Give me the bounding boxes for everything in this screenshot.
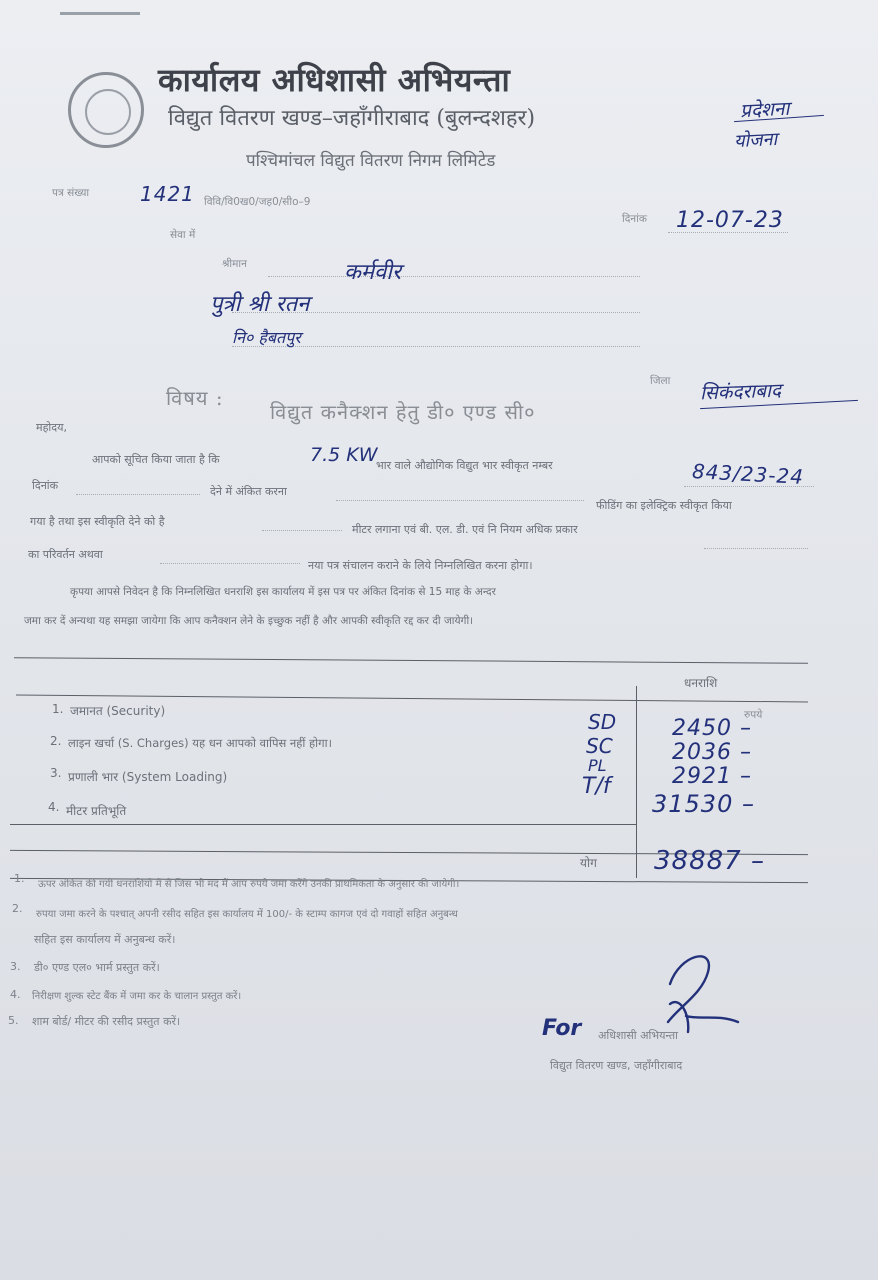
charge-no-1: 1. bbox=[52, 702, 64, 716]
charge-code-3: PL bbox=[588, 756, 607, 775]
charge-amount-2: 2036 – bbox=[672, 740, 752, 765]
note-no-5: 5. bbox=[8, 1014, 19, 1027]
charge-amount-3: 2921 – bbox=[672, 764, 752, 789]
body-line1-handwritten: 7.5 KW bbox=[310, 444, 378, 466]
table-mid-rule bbox=[10, 824, 636, 825]
sanction-number: 843/23-24 bbox=[691, 459, 805, 489]
to-label: श्रीमान bbox=[222, 258, 247, 270]
note-text-2b: सहित इस कार्यालय में अनुबन्ध करें। bbox=[34, 933, 176, 946]
division-name: विद्युत वितरण खण्ड–जहाँगीराबाद (बुलन्दशहर) bbox=[168, 106, 536, 131]
charge-label-2: लाइन खर्चा (S. Charges) यह धन आपको वापिस नहीं होगा। bbox=[68, 736, 332, 750]
note-no-1: 1. bbox=[14, 872, 25, 885]
body-line4-b: नया पत्र संचालन कराने के लिये निम्नलिखित करना होगा। bbox=[308, 559, 533, 572]
company-name: पश्चिमांचल विद्युत वितरण निगम लिमिटेड bbox=[246, 151, 496, 171]
date-label: दिनांक bbox=[622, 213, 647, 225]
scan-edge bbox=[60, 12, 140, 15]
body-line2-b: देने में अंकित करना bbox=[210, 485, 287, 498]
signature-for: For bbox=[542, 1016, 582, 1041]
note-no-2: 2. bbox=[12, 902, 23, 915]
note-text-3: डी० एण्ड एल० भार्म प्रस्तुत करें। bbox=[34, 961, 160, 974]
note-text-2: रुपया जमा करने के पश्चात् अपनी रसीद सहित इस कार्यालय में 100/- के स्टाम्प कागज एवं दो गवाहों सहित अनुबन्ध bbox=[36, 909, 458, 920]
subject-label: विषय : bbox=[166, 386, 224, 410]
address-line-1 bbox=[268, 276, 640, 277]
note-text-1: ऊपर अंकित की गयी धनराशियों में से जिस भी मद में आप रुपये जमा करेंगे उनकी प्राथमिकता के अनुसार की जायेगी। bbox=[38, 879, 460, 890]
sanction-line bbox=[684, 486, 814, 487]
body-line4-dots bbox=[160, 563, 300, 564]
body-line2-dots-2 bbox=[336, 500, 584, 501]
table-top-rule bbox=[14, 657, 808, 664]
charge-code-4: T/f bbox=[582, 774, 611, 799]
charge-amount-4: 31530 – bbox=[652, 790, 755, 818]
signature-designation: अधिशासी अभियन्ता bbox=[598, 1029, 679, 1042]
body-line2-dots bbox=[76, 494, 200, 495]
body-line1-a: आपको सूचित किया जाता है कि bbox=[92, 453, 220, 466]
total-amount: 38887 – bbox=[654, 846, 765, 876]
district-value: सिकंदराबाद bbox=[699, 379, 782, 405]
date-line bbox=[668, 232, 788, 233]
letter-no-value: 1421 bbox=[140, 182, 195, 206]
amount-header: धनराशि bbox=[684, 676, 718, 690]
note-text-5: शाम बोर्ड/ मीटर की रसीद प्रस्तुत करें। bbox=[32, 1015, 181, 1028]
charge-amount-1: 2450 – bbox=[672, 716, 752, 741]
charge-label-4: मीटर प्रतिभूति bbox=[66, 804, 127, 818]
body-line3-dots bbox=[262, 530, 342, 531]
charge-no-3: 3. bbox=[50, 766, 62, 780]
body-line2-a: दिनांक bbox=[32, 479, 59, 492]
note-no-4: 4. bbox=[10, 988, 21, 1001]
body-line4-a: का परिवर्तन अथवा bbox=[28, 548, 103, 561]
note-text-4: निरीक्षण शुल्क स्टेट बैंक में जमा कर के चालान प्रस्तुत करें। bbox=[32, 991, 242, 1002]
body-line2-c: फीडिंग का इलेक्ट्रिक स्वीकृत किया bbox=[596, 499, 732, 512]
sent-to-label: सेवा में bbox=[170, 229, 196, 241]
department-seal-logo bbox=[68, 72, 144, 148]
total-label: योग bbox=[580, 856, 597, 870]
charge-no-4: 4. bbox=[48, 800, 60, 814]
letter-no-suffix: विवि/वि0ख0/जह0/सीo–9 bbox=[204, 196, 311, 208]
signature-office: विद्युत वितरण खण्ड, जहाँगीराबाद bbox=[550, 1059, 683, 1072]
scheme-note-line2: योजना bbox=[733, 128, 778, 153]
addressee-line1: कर्मवीर bbox=[344, 260, 401, 285]
district-label: जिला bbox=[650, 375, 671, 387]
date-value: 12-07-23 bbox=[676, 208, 784, 233]
addressee-line3: नि० हैबतपुर bbox=[232, 328, 301, 347]
body-line3-a: गया है तथा इस स्वीकृति देने को है bbox=[30, 515, 165, 528]
table-column-divider bbox=[636, 686, 637, 878]
subject-text: विद्युत कनैक्शन हेतु डी० एण्ड सी० bbox=[270, 400, 536, 424]
rupee-header: रुपये bbox=[744, 709, 763, 721]
letter-no-label: पत्र संख्या bbox=[52, 187, 90, 199]
charge-no-2: 2. bbox=[50, 734, 62, 748]
scheme-note-line1: प्रदेशना bbox=[739, 97, 790, 123]
charge-code-2: SC bbox=[586, 734, 613, 758]
body-para2-line2: जमा कर दें अन्यथा यह समझा जायेगा कि आप कनैक्शन लेने के इच्छुक नहीं है और आपकी स्वीकृति रद्द कर दी जायेगी। bbox=[24, 615, 474, 627]
office-title: कार्यालय अधिशासी अभियन्ता bbox=[158, 61, 511, 99]
note-no-3: 3. bbox=[10, 960, 21, 973]
body-line1-b: भार वाले औद्योगिक विद्युत भार स्वीकृत नम्बर bbox=[376, 459, 553, 472]
body-line3-b: मीटर लगाना एवं बी. एल. डी. एवं नि नियम अधिक प्रकार bbox=[352, 523, 578, 536]
addressee-line2: पुत्री श्री रतन bbox=[210, 292, 310, 317]
charge-code-1: SD bbox=[588, 710, 617, 734]
charge-label-1: जमानत (Security) bbox=[70, 704, 166, 718]
charge-label-3: प्रणाली भार (System Loading) bbox=[68, 770, 228, 784]
salutation: महोदय, bbox=[36, 421, 67, 434]
body-para2-line1: कृपया आपसे निवेदन है कि निम्नलिखित धनराशि इस कार्यालय में इस पत्र पर अंकित दिनांक से 15 माह के अन्दर bbox=[70, 586, 496, 598]
body-line3-dots-2 bbox=[704, 548, 808, 549]
